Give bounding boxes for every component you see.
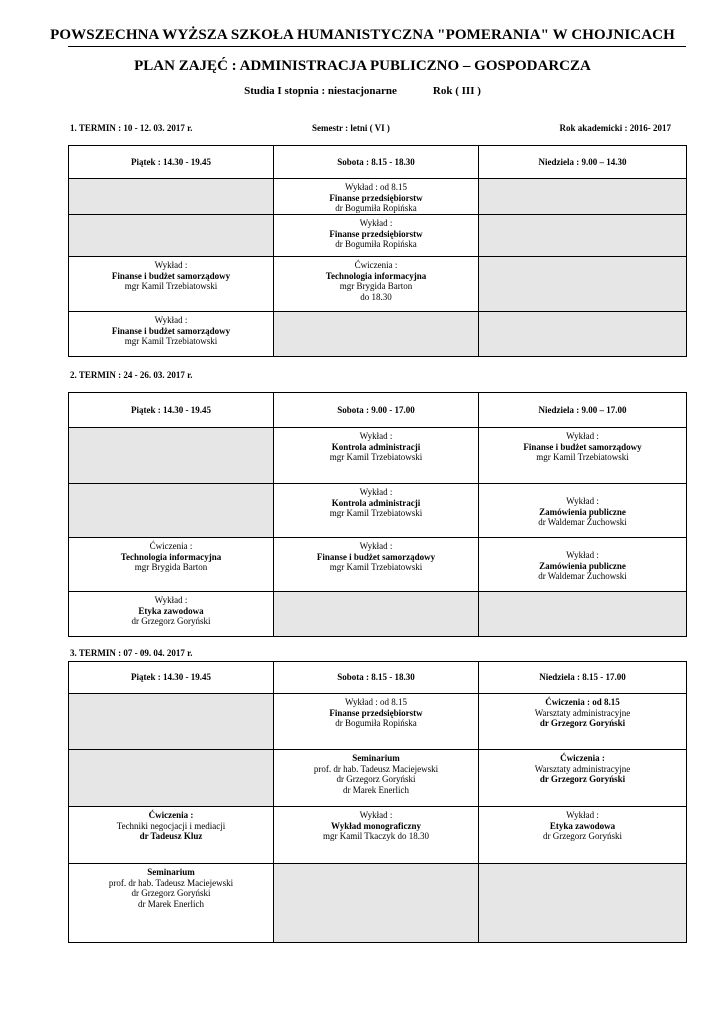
- subject-name: Etyka zawodowa: [138, 605, 204, 616]
- day-header-friday: Piątek : 14.30 - 19.45: [69, 393, 274, 428]
- slot-text: mgr Kamil Trzebiatowski: [329, 562, 423, 572]
- class-slot: [274, 257, 479, 312]
- empty-slot: [274, 864, 479, 943]
- slot-text: Wykład : od 8.15: [345, 182, 407, 192]
- subject-name: Ćwiczenia :: [148, 810, 194, 820]
- subject-name: Technologia informacyjna: [120, 551, 222, 562]
- slot-text: Wykład :: [154, 595, 188, 605]
- schedule-row: [69, 179, 687, 215]
- schedule-row: [69, 538, 687, 592]
- slot-text: mgr Brygida Barton: [134, 562, 208, 572]
- day-header-saturday: Sobota : 8.15 - 18.30: [274, 662, 479, 694]
- empty-slot: [479, 312, 687, 357]
- subject-name: Seminarium: [352, 753, 400, 763]
- slot-text: dr Waldemar Żuchowski: [538, 571, 627, 582]
- subject-name: Zamówienia publiczne: [539, 506, 626, 517]
- slot-text: mgr Kamil Trzebiatowski: [329, 508, 423, 518]
- schedule-row: [69, 312, 687, 357]
- subject-name: dr Grzegorz Goryński: [539, 718, 626, 728]
- slot-text: Wykład :: [566, 810, 599, 820]
- slot-text: dr Marek Enerlich: [343, 784, 409, 795]
- term-3-info: [70, 648, 687, 662]
- term-2-title: 2. TERMIN : 24 - 26. 03. 2017 r.: [70, 370, 193, 380]
- slot-text: Warsztaty administracyjne: [534, 763, 631, 774]
- slot-text: Wykład :: [566, 431, 599, 441]
- slot-text: mgr Kamil Trzebiatowski: [124, 336, 218, 346]
- schedule-row: [69, 694, 687, 750]
- empty-slot: [479, 592, 687, 637]
- subject-name: Etyka zawodowa: [549, 820, 616, 831]
- class-slot: [69, 312, 274, 357]
- class-slot: [479, 750, 687, 807]
- slot-text: dr Marek Enerlich: [138, 898, 204, 909]
- slot-text: Wykład :: [359, 487, 393, 497]
- slot-text: prof. dr hab. Tadeusz Maciejewski: [313, 763, 439, 774]
- term-3-schedule: [68, 661, 687, 943]
- empty-slot: [274, 312, 479, 357]
- class-slot: [479, 428, 687, 484]
- schedule-row: [69, 215, 687, 257]
- class-slot: [69, 592, 274, 637]
- slot-text: Wykład :: [566, 496, 599, 507]
- subject-name: Finanse i budżet samorządowy: [316, 551, 436, 562]
- slot-text: Wykład :: [566, 550, 599, 561]
- subject-name: Wykład monograficzny: [331, 820, 421, 831]
- slot-text: mgr Kamil Trzebiatowski: [536, 452, 629, 462]
- class-slot: [274, 428, 479, 484]
- class-slot: [274, 750, 479, 807]
- subject-name: Finanse i budżet samorządowy: [111, 325, 231, 336]
- class-slot: [479, 807, 687, 864]
- term-1-title: 1. TERMIN : 10 - 12. 03. 2017 r.: [70, 123, 193, 133]
- day-header-friday: Piątek : 14.30 - 19.45: [69, 662, 274, 694]
- class-slot: [69, 864, 274, 943]
- class-slot: [274, 694, 479, 750]
- subject-name: dr Grzegorz Goryński: [539, 774, 626, 784]
- slot-text: mgr Kamil Tkaczyk do 18.30: [322, 831, 430, 841]
- class-slot: [274, 179, 479, 215]
- day-header-row: [69, 146, 687, 179]
- class-slot: [479, 694, 687, 750]
- day-header-row: [69, 662, 687, 694]
- class-slot: [69, 257, 274, 312]
- day-header-saturday: Sobota : 9.00 - 17.00: [274, 393, 479, 428]
- day-header-row: [69, 393, 687, 428]
- schedule-row: [69, 864, 687, 943]
- academic-year-label: Rok akademicki : 2016- 2017: [559, 123, 671, 133]
- slot-text: dr Bogumiła Ropińska: [335, 203, 417, 213]
- class-slot: [274, 807, 479, 864]
- schedule-row: [69, 750, 687, 807]
- subject-name: Technologia informacyjna: [325, 270, 427, 281]
- subject-name: Finanse i budżet samorządowy: [111, 270, 231, 281]
- class-slot: [274, 538, 479, 592]
- subject-name: Finanse i budżet samorządowy: [523, 441, 642, 452]
- class-slot: [274, 215, 479, 257]
- header-divider: [68, 46, 686, 47]
- studies-type: Studia I stopnia : niestacjonarne: [244, 85, 397, 97]
- slot-text: Wykład : od 8.15: [345, 697, 407, 707]
- term-1-info: [70, 123, 687, 137]
- empty-slot: [479, 257, 687, 312]
- subject-name: Kontrola administracji: [331, 441, 421, 452]
- term-2-info: [70, 370, 687, 384]
- subject-name: Ćwiczenia : od 8.15: [545, 697, 620, 707]
- empty-slot: [69, 428, 274, 484]
- slot-text: dr Bogumiła Ropińska: [335, 718, 417, 728]
- subject-name: dr Tadeusz Kluz: [139, 831, 203, 841]
- slot-text: dr Grzegorz Goryński: [543, 831, 622, 841]
- class-slot: [479, 484, 687, 538]
- empty-slot: [274, 592, 479, 637]
- slot-text: mgr Kamil Trzebiatowski: [329, 452, 423, 462]
- slot-text: Wykład :: [359, 810, 393, 820]
- day-header-sunday: Niedziela : 9.00 – 14.30: [479, 146, 687, 179]
- slot-text: dr Bogumiła Ropińska: [335, 239, 417, 249]
- plan-title: PLAN ZAJĘĆ : ADMINISTRACJA PUBLICZNO – GOSPODARCZA: [134, 58, 591, 74]
- schedule-row: [69, 807, 687, 864]
- slot-text: mgr Kamil Trzebiatowski: [124, 281, 218, 291]
- empty-slot: [69, 484, 274, 538]
- empty-slot: [69, 215, 274, 257]
- day-header-sunday: Niedziela : 8.15 - 17.00: [479, 662, 687, 694]
- slot-text: Wykład :: [154, 315, 188, 325]
- study-year: Rok ( III ): [432, 85, 481, 97]
- studies-line: [0, 85, 725, 97]
- class-slot: [69, 538, 274, 592]
- subject-name: Finanse przedsiębiorstw: [329, 707, 423, 718]
- empty-slot: [479, 864, 687, 943]
- subject-name: Seminarium: [147, 867, 195, 877]
- term-2-schedule: [68, 392, 687, 637]
- semester-label: Semestr : letni ( VI ): [312, 123, 390, 133]
- class-slot: [479, 538, 687, 592]
- slot-text: dr Waldemar Żuchowski: [538, 517, 627, 528]
- slot-text: dr Grzegorz Goryński: [131, 616, 211, 626]
- schedule-row: [69, 428, 687, 484]
- day-header-sunday: Niedziela : 9.00 – 17.00: [479, 393, 687, 428]
- empty-slot: [69, 694, 274, 750]
- schedule-row: [69, 484, 687, 538]
- slot-text: mgr Brygida Barton: [339, 281, 413, 291]
- slot-text: Wykład :: [359, 541, 393, 551]
- subject-name: Ćwiczenia :: [560, 753, 605, 763]
- slot-text: Wykład :: [359, 431, 393, 441]
- schedule-row: [69, 257, 687, 312]
- slot-text: Wykład :: [154, 260, 188, 270]
- slot-text: do 18.30: [360, 291, 392, 302]
- schedule-row: [69, 592, 687, 637]
- empty-slot: [69, 750, 274, 807]
- slot-text: prof. dr hab. Tadeusz Maciejewski: [108, 877, 234, 888]
- slot-text: Warsztaty administracyjne: [534, 707, 631, 718]
- empty-slot: [479, 179, 687, 215]
- slot-text: Wykład :: [359, 218, 393, 228]
- subject-name: Zamówienia publiczne: [539, 560, 626, 571]
- subject-name: Finanse przedsiębiorstw: [329, 192, 423, 203]
- class-slot: [69, 807, 274, 864]
- term-1-schedule: [68, 145, 687, 357]
- term-3-title: 3. TERMIN : 07 - 09. 04. 2017 r.: [70, 648, 193, 658]
- day-header-friday: Piątek : 14.30 - 19.45: [69, 146, 274, 179]
- slot-text: Ćwiczenia :: [354, 260, 398, 270]
- day-header-saturday: Sobota : 8.15 - 18.30: [274, 146, 479, 179]
- subject-name: Finanse przedsiębiorstw: [329, 228, 423, 239]
- school-name: POWSZECHNA WYŻSZA SZKOŁA HUMANISTYCZNA "POMERANIA" W CHOJNICACH: [50, 27, 675, 43]
- empty-slot: [69, 179, 274, 215]
- slot-text: dr Grzegorz Goryński: [131, 888, 211, 898]
- subject-name: Kontrola administracji: [331, 497, 421, 508]
- empty-slot: [479, 215, 687, 257]
- slot-text: dr Grzegorz Goryński: [336, 774, 416, 784]
- class-slot: [274, 484, 479, 538]
- slot-text: Techniki negocjacji i mediacji: [116, 820, 226, 831]
- slot-text: Ćwiczenia :: [149, 541, 193, 551]
